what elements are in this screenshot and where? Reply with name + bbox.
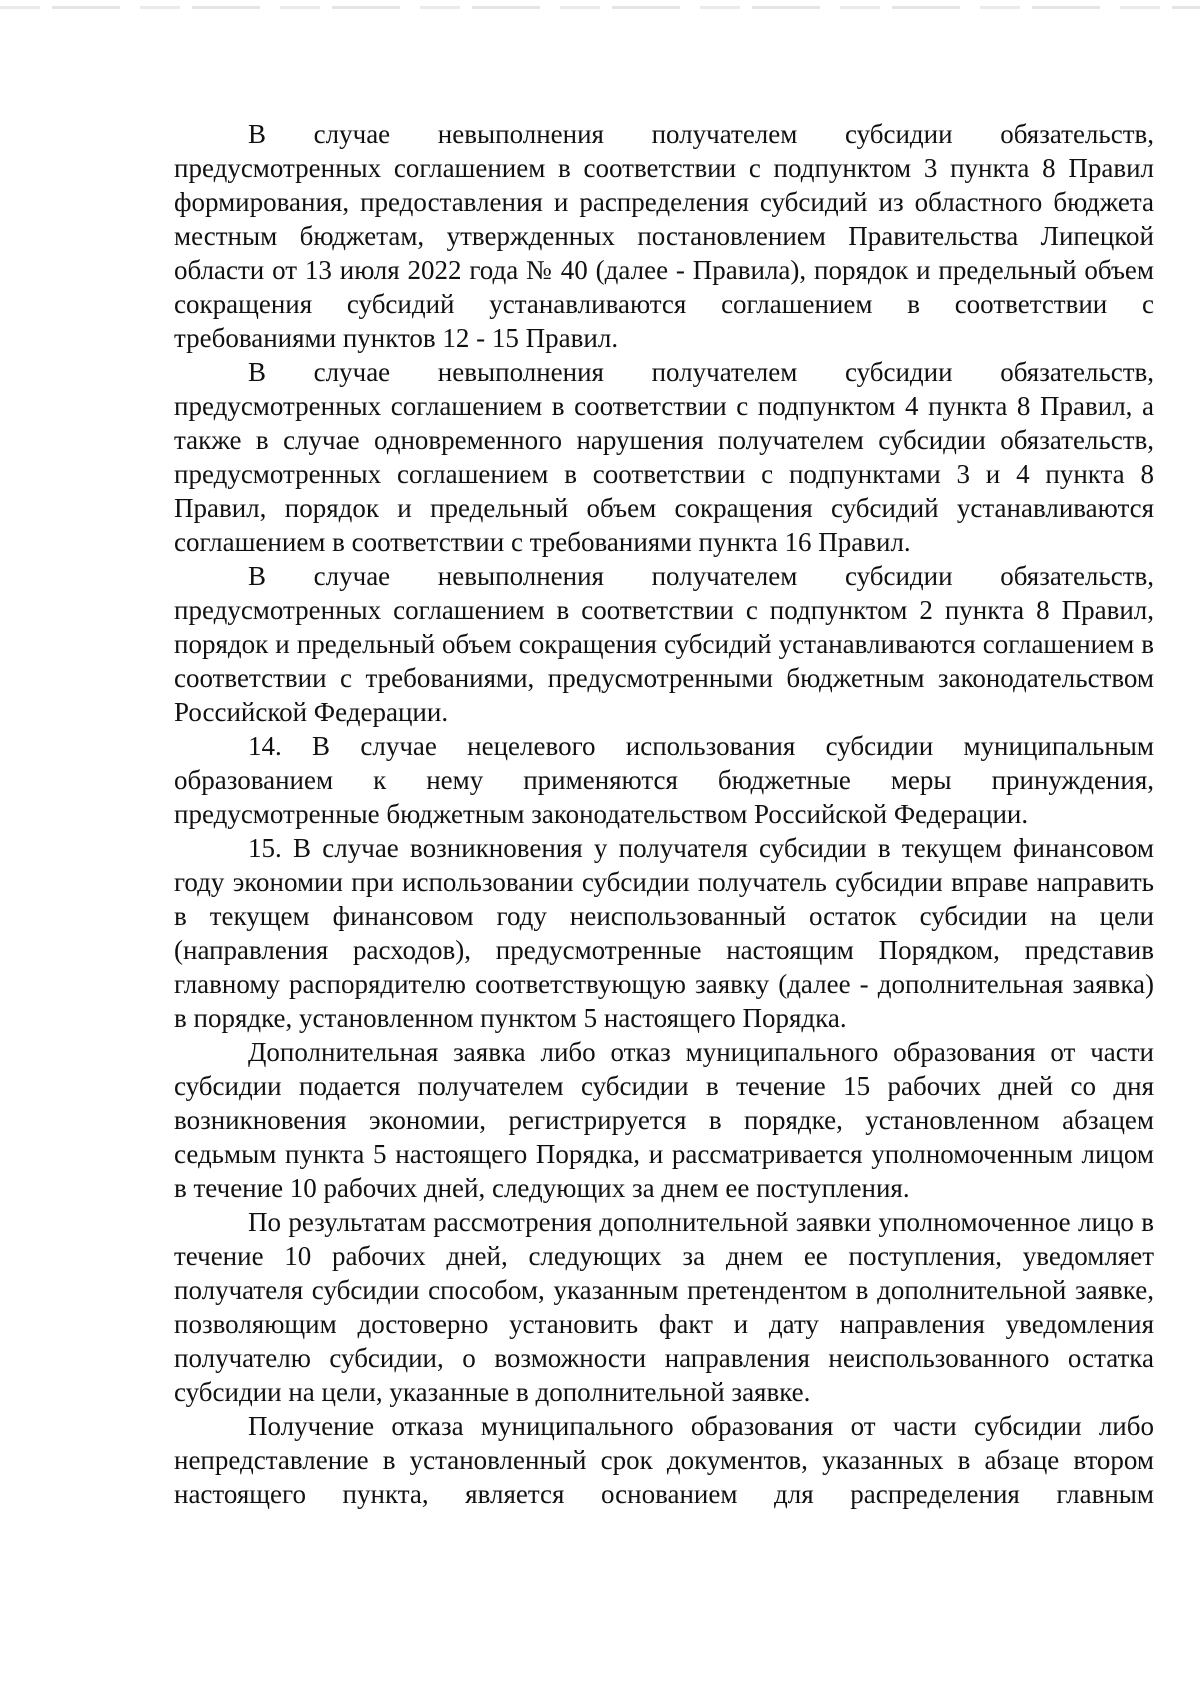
paragraph-review-results: По результатам рассмотрения дополнительной заявки уполномоченное лицо в течение 10 рабочих дней, следующих за днем ее поступления, уведомляет получателя субсидии способом, указанным претендентом в дополнительной заявке, позволяющим достоверно установить факт и дату направления уведомления получателю субсидии, о возможности направления неиспользованного остатка субсидии на цели, указанные в дополнительной заявке. [174, 1207, 1154, 1407]
paragraph-refusal-grounds: Получение отказа муниципального образования от части субсидии либо непредставление в установленный срок документов, указанных в абзаце втором настоящего пункта, является основанием для распределения главным [174, 1411, 1154, 1509]
paragraph-reduction-subparagraph-4: В случае невыполнения получателем субсидии обязательств, предусмотренных соглашением в соответствии с подпунктом 4 пункта 8 Правил, а также в случае одновременного нарушения получателем субсидии обязательств, предусмотренных соглашением в соответствии с подпунктами 3 и 4 пункта 8 Правил, порядок и предельный объем сокращения субсидий устанавливаются соглашением в соответствии с требованиями пункта 16 Правил. [174, 357, 1154, 557]
paragraph-reduction-subparagraph-2: В случае невыполнения получателем субсидии обязательств, предусмотренных соглашением в соответствии с подпунктом 2 пункта 8 Правил, порядок и предельный объем сокращения субсидий устанавливаются соглашением в соответствии с требованиями, предусмотренными бюджетным законодательством Российской Федерации. [174, 561, 1154, 727]
scan-artifact-line [0, 6, 1200, 9]
paragraph-reduction-subparagraph-3: В случае невыполнения получателем субсидии обязательств, предусмотренных соглашением в соответствии с подпунктом 3 пункта 8 Правил формирования, предоставления и распределения субсидий из областного бюджета местным бюджетам, утвержденных постановлением Правительства Липецкой области от 13 июля 2022 года № 40 (далее - Правила), порядок и предельный объем сокращения субсидий устанавливаются соглашением в соответствии с требованиями пунктов 12 - 15 Правил. [174, 119, 1154, 353]
paragraph-item-15: 15. В случае возникновения у получателя субсидии в текущем финансовом году экономии при использовании субсидии получатель субсидии вправе направить в текущем финансовом году неиспользованный остаток субсидии на цели (направления расходов), предусмотренные настоящим Порядком, представив главному распорядителю соответствующую заявку (далее - дополнительная заявка) в порядке, установленном пунктом 5 настоящего Порядка. [174, 833, 1154, 1033]
paragraph-item-14: 14. В случае нецелевого использования субсидии муниципальным образованием к нему применяются бюджетные меры принуждения, предусмотренные бюджетным законодательством Российской Федерации. [174, 731, 1154, 829]
document-page [174, 117, 1154, 1511]
paragraph-additional-request: Дополнительная заявка либо отказ муниципального образования от части субсидии подается получателем субсидии в течение 15 рабочих дней со дня возникновения экономии, регистрируется в порядке, установленном абзацем седьмым пункта 5 настоящего Порядка, и рассматривается уполномоченным лицом в течение 10 рабочих дней, следующих за днем ее поступления. [174, 1037, 1154, 1203]
